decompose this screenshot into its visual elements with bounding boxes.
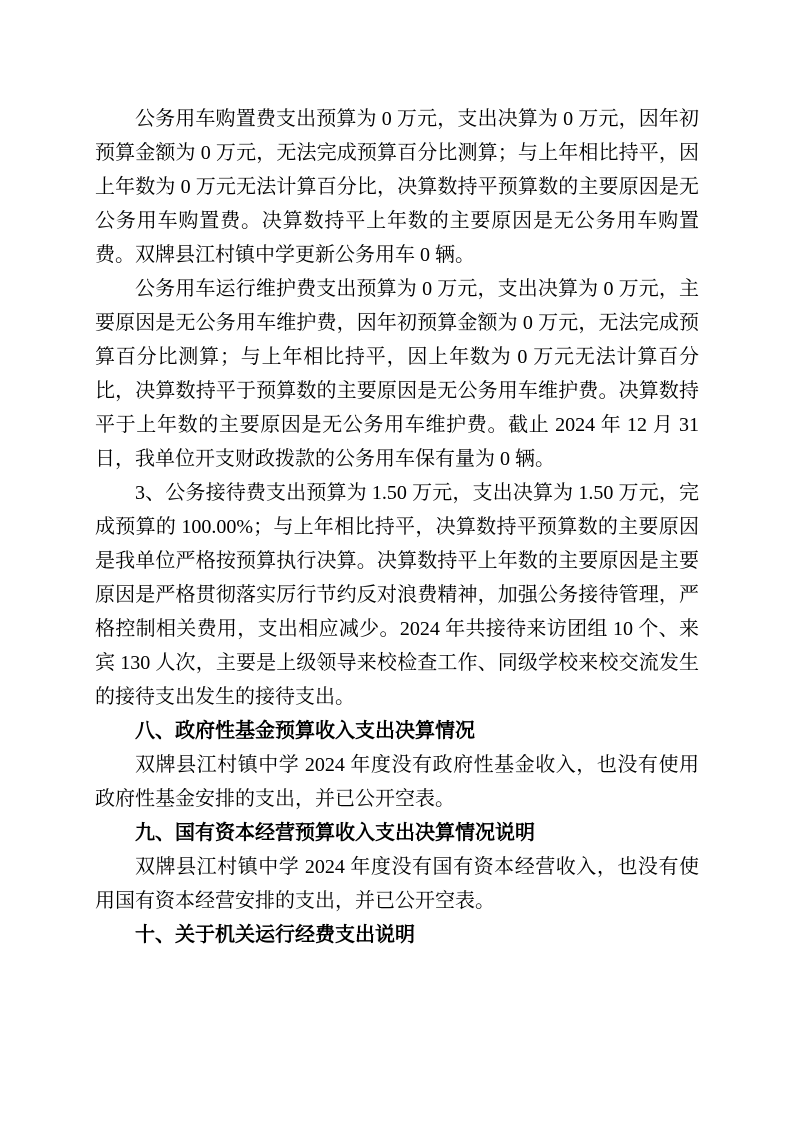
paragraph-vehicle-purchase-expense: 公务用车购置费支出预算为 0 万元，支出决算为 0 万元，因年初预算金额为 0 万元，无法完成预算百分比测算；与上年相比持平，因上年数为 0 万元无法计算百分比，决算数持平预算数的主要原因是无公务用车购置费。决算数持平上年数的主要原因是无公务用车购置费。双牌县江村镇中学更新公务用车 0 辆。 xyxy=(95,108,699,266)
paragraph-state-capital-statement: 双牌县江村镇中学 2024 年度没有国有资本经营收入，也没有使用国有资本经营安排的支出，并已公开空表。 xyxy=(95,856,699,912)
heading-section-8-government-fund: 八、政府性基金预算收入支出决算情况 xyxy=(135,720,475,742)
paragraph-government-fund-statement: 双牌县江村镇中学 2024 年度没有政府性基金收入，也没有使用政府性基金安排的支出，并已公开空表。 xyxy=(95,754,699,810)
document-body xyxy=(95,102,699,952)
heading-section-10-operating-expense: 十、关于机关运行经费支出说明 xyxy=(135,924,415,946)
paragraph-vehicle-operation-maintenance: 公务用车运行维护费支出预算为 0 万元，支出决算为 0 万元，主要原因是无公务用车维护费，因年初预算金额为 0 万元，无法完成预算百分比测算；与上年相比持平，因上年数为 0 万元无法计算百分比，决算数持平于预算数的主要原因是无公务用车维护费。决算数持平于上年数的主要原因是无公务用车维护费。截止 2024 年 12 月 31 日，我单位开支财政拨款的公务用车保有量为 0 辆。 xyxy=(95,278,699,470)
paragraph-official-reception-expense: 3、公务接待费支出预算为 1.50 万元，支出决算为 1.50 万元，完成预算的 100.00%；与上年相比持平，决算数持平预算数的主要原因是我单位严格按预算执行决算。决算数持平上年数的主要原因是主要原因是严格贯彻落实厉行节约反对浪费精神，加强公务接待管理，严格控制相关费用，支出相应减少。2024 年共接待来访团组 10 个、来宾 130 人次，主要是上级领导来校检查工作、同级学校来校交流发生的接待支出发生的接待支出。 xyxy=(95,482,699,708)
heading-section-9-state-capital: 九、国有资本经营预算收入支出决算情况说明 xyxy=(135,822,535,844)
